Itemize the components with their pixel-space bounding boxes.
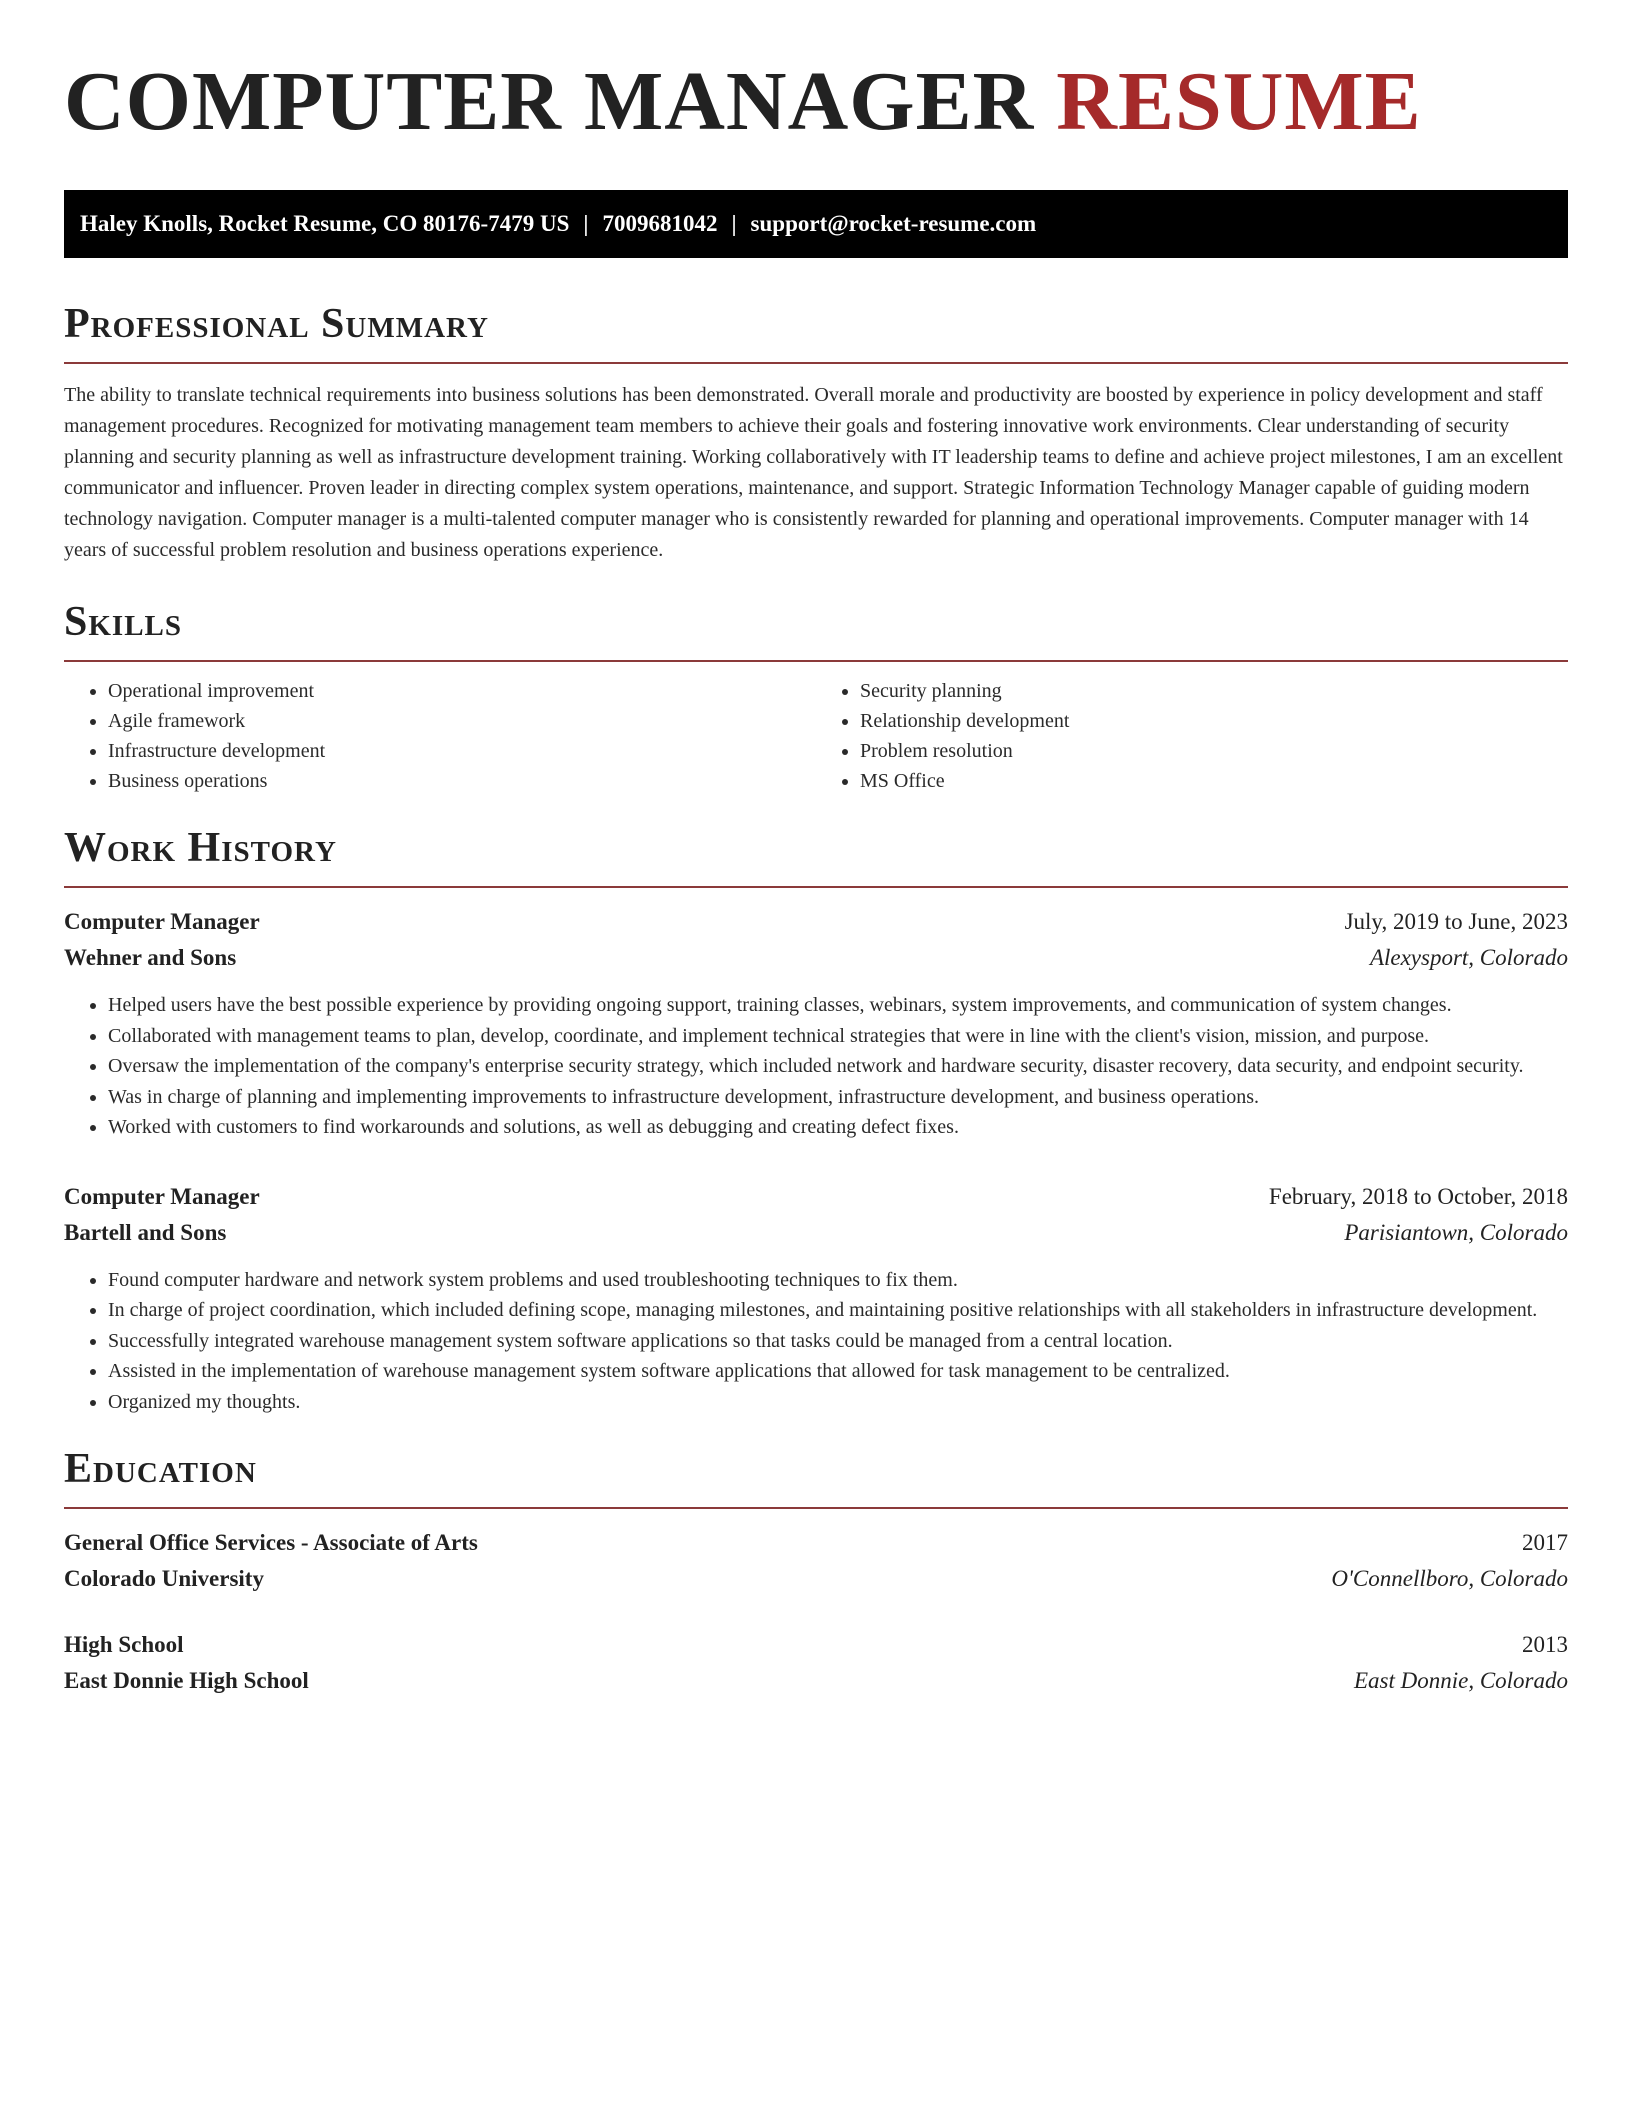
skill-item: • Infrastructure development <box>108 736 816 766</box>
education-header-row <box>64 1627 1568 1663</box>
skill-item: • Agile framework <box>108 706 816 736</box>
contact-email: support@rocket-resume.com <box>750 211 1037 236</box>
job-entry <box>64 904 1568 1143</box>
section-divider <box>64 886 1568 888</box>
responsibility-item: • Organized my thoughts. <box>108 1387 1568 1418</box>
education-school: East Donnie High School <box>64 1668 309 1693</box>
education-year: 2017 <box>1522 1530 1568 1555</box>
responsibility-item: • Found computer hardware and network system problems and used troubleshooting techniques to fix them. <box>108 1265 1568 1296</box>
section-heading-skills: Skills <box>64 599 183 645</box>
education-entry <box>64 1525 1568 1597</box>
education-section <box>64 1443 1568 1699</box>
education-entry <box>64 1627 1568 1699</box>
job-company: Wehner and Sons <box>64 945 237 970</box>
skill-item: • Relationship development <box>860 706 1568 736</box>
responsibility-item: • Collaborated with management teams to plan, develop, coordinate, and implement technical strategies that were in line with the client's vision, mission, and purpose. <box>108 1021 1568 1052</box>
education-school-row <box>64 1561 1568 1597</box>
job-location: Alexysport, Colorado <box>1369 945 1568 970</box>
resume-title <box>64 52 1568 152</box>
job-title: Computer Manager <box>64 909 260 934</box>
skills-column-right <box>816 676 1568 796</box>
section-divider <box>64 660 1568 662</box>
education-location: O'Connellboro, Colorado <box>1331 1566 1568 1591</box>
education-school-row <box>64 1663 1568 1699</box>
skill-item: • MS Office <box>860 766 1568 796</box>
contact-separator: | <box>731 211 737 236</box>
section-heading-education: Education <box>64 1446 257 1492</box>
responsibility-item: • Assisted in the implementation of warehouse management system software applications that allowed for task management to be centralized. <box>108 1356 1568 1387</box>
skill-item: • Business operations <box>108 766 816 796</box>
section-heading-work-history: Work History <box>64 825 337 871</box>
responsibility-item: • Was in charge of planning and implementing improvements to infrastructure development, infrastructure development, and business operations. <box>108 1082 1568 1113</box>
job-dates: February, 2018 to October, 2018 <box>1268 1183 1568 1209</box>
job-header-row <box>64 1179 1568 1215</box>
job-responsibilities <box>64 990 1568 1143</box>
education-school: Colorado University <box>64 1566 264 1591</box>
responsibility-item: • Worked with customers to find workarounds and solutions, as well as debugging and creating defect fixes. <box>108 1112 1568 1143</box>
job-entry <box>64 1179 1568 1418</box>
skill-item: • Operational improvement <box>108 676 816 706</box>
section-heading-summary: Professional Summary <box>64 301 489 347</box>
responsibility-item: • Successfully integrated warehouse management system software applications so that tasks could be managed from a central location. <box>108 1326 1568 1357</box>
skills-column-left <box>64 676 816 796</box>
summary-text: The ability to translate technical requirements into business solutions has been demonstrated. Overall morale and productivity are boosted by experience in policy development and staff management procedures. Recognized for motivating management team members to achieve their goals and fostering innovative work environments. Clear understanding of security planning and security planning as well as infrastructure development training. Working collaboratively with IT leadership teams to define and achieve project milestones, I am an excellent communicator and influencer. Proven leader in directing complex system operations, maintenance, and support. Strategic Information Technology Manager capable of guiding modern technology navigation. Computer manager is a multi-talented computer manager who is consistently rewarded for planning and operational improvements. Computer manager with 14 years of successful problem resolution and business operations experience. <box>64 384 1563 561</box>
section-divider <box>64 362 1568 364</box>
job-header-row <box>64 904 1568 940</box>
job-dates: July, 2019 to June, 2023 <box>1344 909 1568 934</box>
skill-item: • Problem resolution <box>860 736 1568 766</box>
work-history-section <box>64 822 1568 1417</box>
professional-summary-section <box>64 298 1568 566</box>
education-header-row <box>64 1525 1568 1561</box>
education-location: East Donnie, Colorado <box>1353 1668 1568 1693</box>
education-degree: High School <box>64 1632 184 1657</box>
job-company-row <box>64 1215 1568 1251</box>
contact-bar <box>64 190 1568 258</box>
job-company-row <box>64 940 1568 976</box>
job-responsibilities <box>64 1265 1568 1418</box>
education-degree: General Office Services - Associate of Arts <box>64 1530 478 1555</box>
contact-address: Haley Knolls, Rocket Resume, CO 80176-7479 US <box>80 211 570 236</box>
contact-phone: 7009681042 <box>602 211 718 236</box>
job-company: Bartell and Sons <box>64 1219 227 1245</box>
job-location: Parisiantown, Colorado <box>1344 1219 1568 1245</box>
job-title: Computer Manager <box>64 1183 260 1209</box>
education-year: 2013 <box>1522 1632 1568 1657</box>
section-divider <box>64 1507 1568 1509</box>
skills-section <box>64 596 1568 796</box>
title-accent: RESUME <box>1056 55 1422 148</box>
skill-item: • Security planning <box>860 676 1568 706</box>
title-main: COMPUTER MANAGER <box>64 55 1035 148</box>
responsibility-item: • Oversaw the implementation of the company's enterprise security strategy, which included network and hardware security, disaster recovery, data security, and endpoint security. <box>108 1051 1568 1082</box>
skills-grid <box>64 676 1568 796</box>
contact-separator: | <box>583 211 589 236</box>
responsibility-item: • Helped users have the best possible experience by providing ongoing support, training classes, webinars, system improvements, and communication of system changes. <box>108 990 1568 1021</box>
responsibility-item: • In charge of project coordination, which included defining scope, managing milestones, and maintaining positive relationships with all stakeholders in infrastructure development. <box>108 1295 1568 1326</box>
